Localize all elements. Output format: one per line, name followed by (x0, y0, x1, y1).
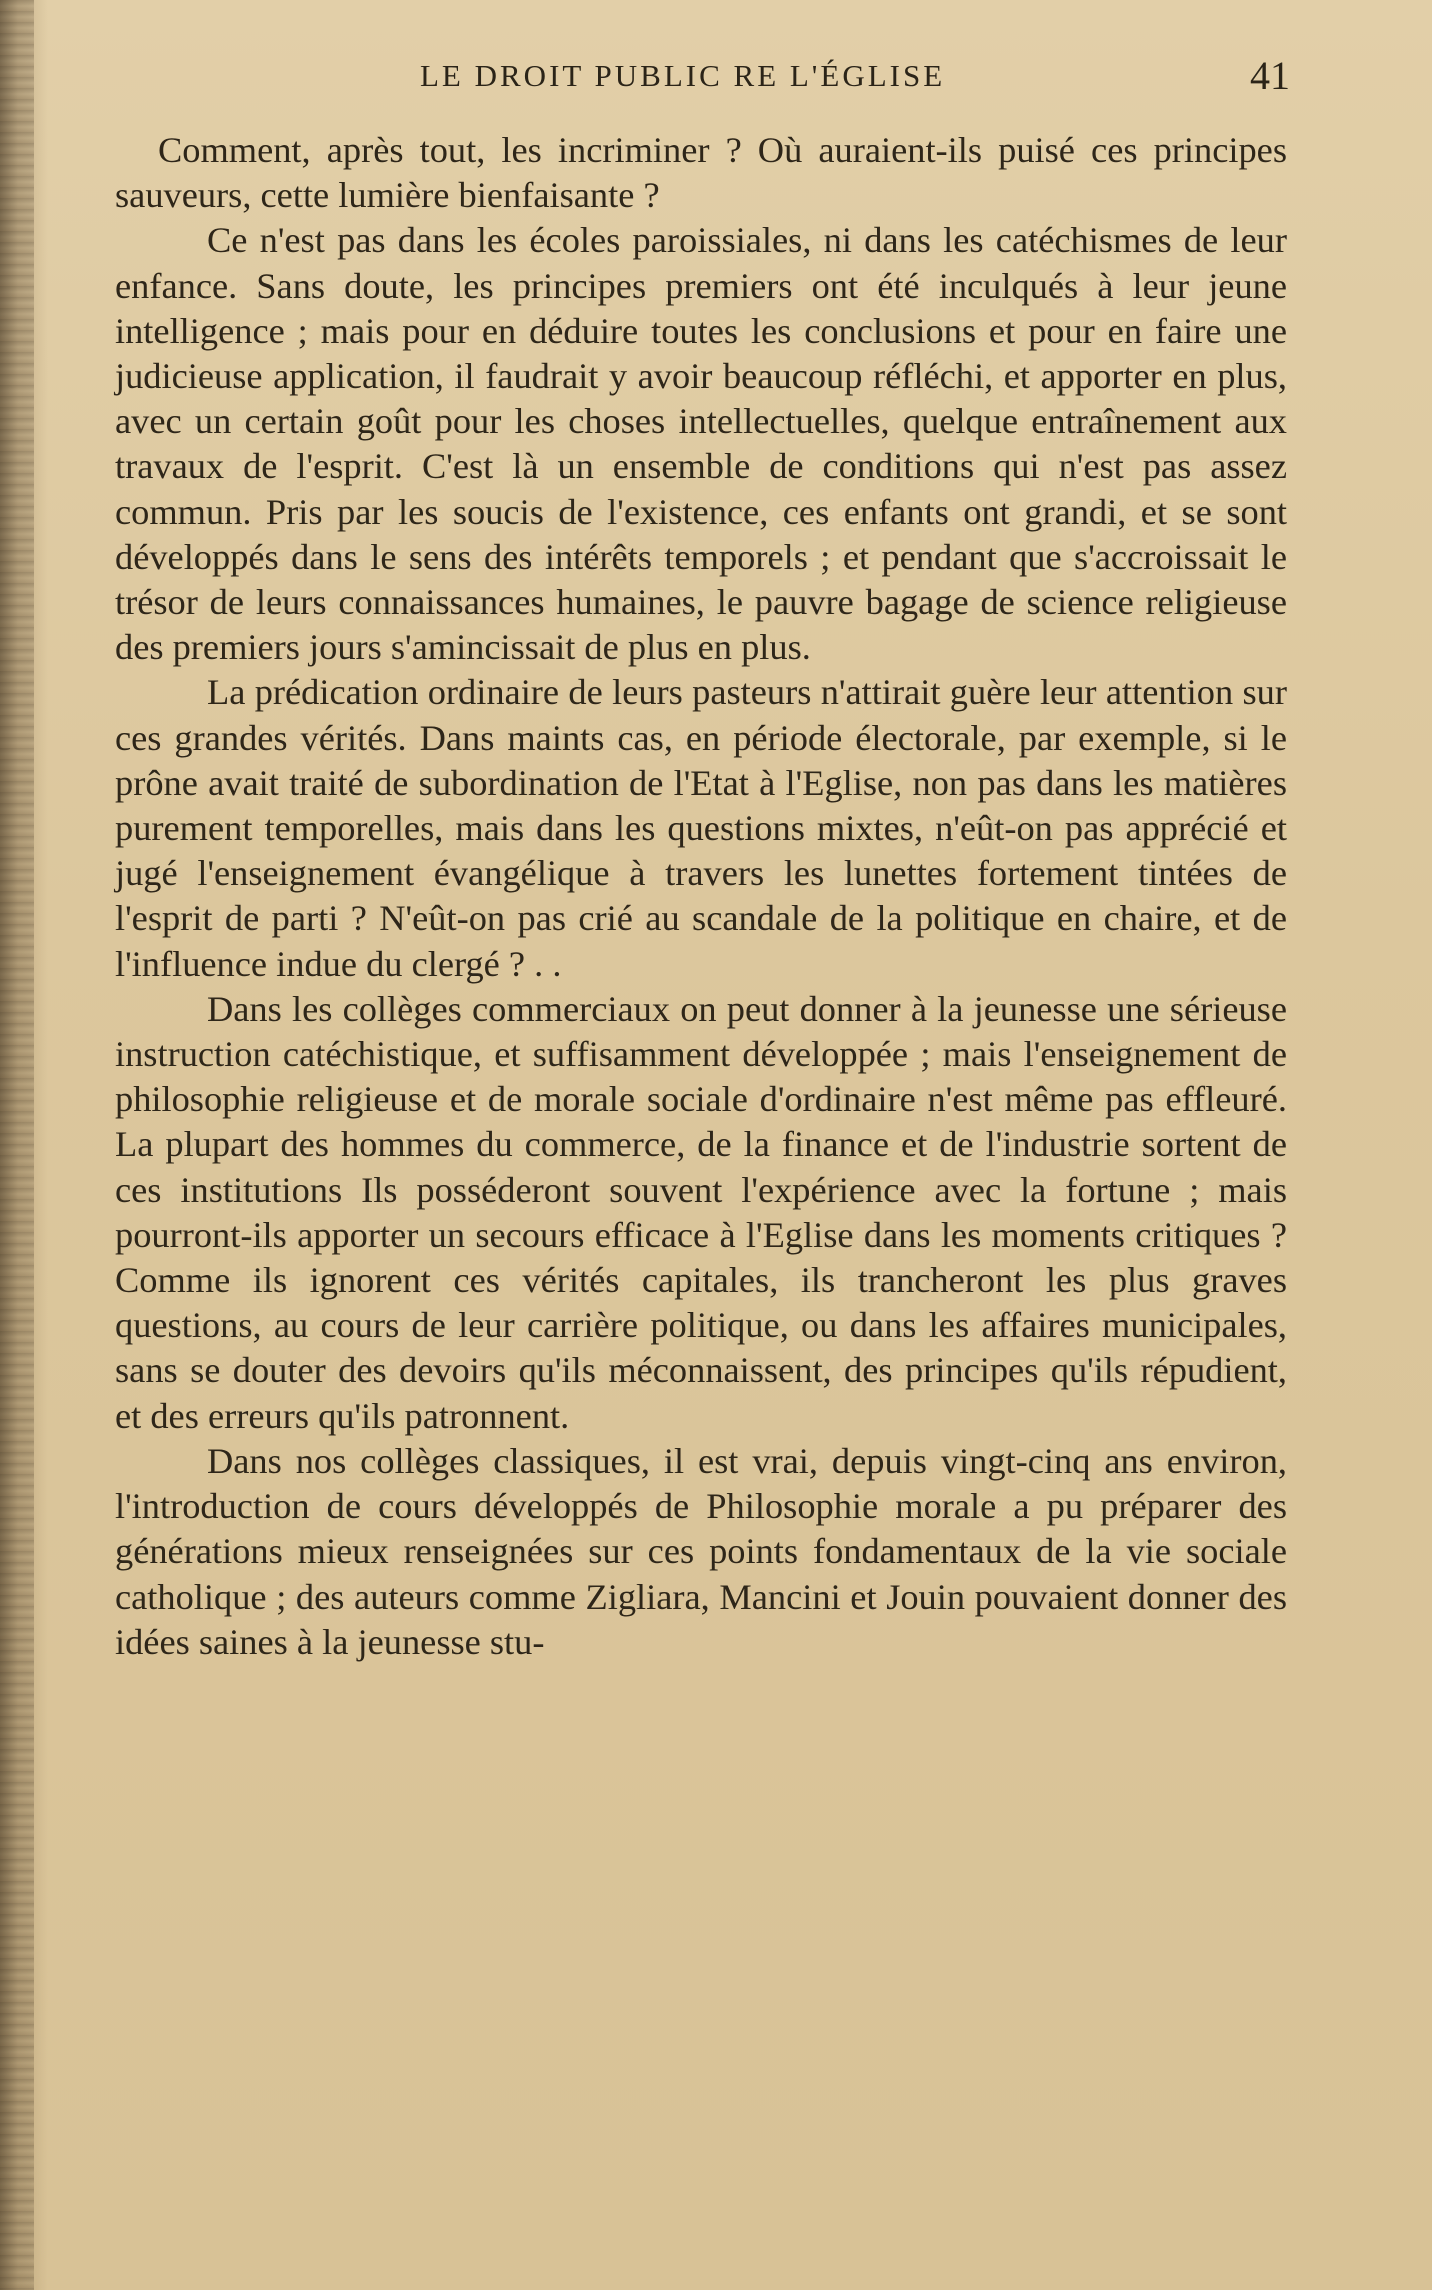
running-header (110, 52, 1290, 102)
page-number: 41 (1250, 53, 1290, 98)
running-title: LE DROIT PUBLIC RE L'ÉGLISE (420, 58, 946, 93)
page-binding-edge (0, 0, 34, 2290)
paragraph: Dans les collèges commerciaux on peut donner à la jeunesse une sérieuse instruction catéchistique, et suffisamment développée ; mais l'enseignement de philosophie religieuse et de morale sociale d'ordinaire n'est même pas effleuré. La plupart des hommes du commerce, de la finance et de l'industrie sortent de ces institutions Ils posséderont souvent l'expérience avec la fortune ; mais pourront-ils apporter un secours efficace à l'Eglise dans les moments critiques ? Comme ils ignorent ces vérités capitales, ils trancheront les plus graves questions, au cours de leur carrière politique, ou dans les affaires municipales, sans se douter des devoirs qu'ils méconnaissent, des principes qu'ils répudient, et des erreurs qu'ils patronnent. (115, 988, 1287, 1436)
paragraph: Ce n'est pas dans les écoles paroissiales, ni dans les catéchismes de leur enfance. Sans doute, les principes premiers ont été inculqués à leur jeune intelligence ; mais pour en déduire toutes les conclusions et pour en faire une judicieuse application, il faudrait y avoir beaucoup réfléchi, et apporter en plus, avec un certain goût pour les choses intellectuelles, quelque entraînement aux travaux de l'esprit. C'est là un ensemble de conditions qui n'est pas assez commun. Pris par les soucis de l'existence, ces enfants ont grandi, et se sont développés dans le sens des intérêts temporels ; et pendant que s'accroissait le trésor de leurs connaissances humaines, le pauvre bagage de science religieuse des premiers jours s'amincissait de plus en plus. (115, 220, 1287, 668)
paragraph: Comment, après tout, les incriminer ? Où auraient-ils puisé ces principes sauveurs, cette lumière bienfaisante ? (115, 130, 1287, 216)
body-text (115, 128, 1287, 1665)
paragraph: La prédication ordinaire de leurs pasteurs n'attirait guère leur attention sur ces grandes vérités. Dans maints cas, en période électorale, par exemple, si le prône avait traité de subordination de l'Etat à l'Eglise, non pas dans les matières purement temporelles, mais dans les questions mixtes, n'eût-on pas apprécié et jugé l'enseignement évangélique à travers les lunettes fortement tintées de l'esprit de parti ? N'eût-on pas crié au scandale de la politique en chaire, et de l'influence indue du clergé ? . . (115, 672, 1287, 984)
paragraph: Dans nos collèges classiques, il est vrai, depuis vingt-cinq ans environ, l'introduction de cours développés de Philosophie morale a pu préparer des générations mieux renseignées sur ces points fondamentaux de la vie sociale catholique ; des auteurs comme Zigliara, Mancini et Jouin pouvaient donner des idées saines à la jeunesse stu- (115, 1440, 1287, 1662)
